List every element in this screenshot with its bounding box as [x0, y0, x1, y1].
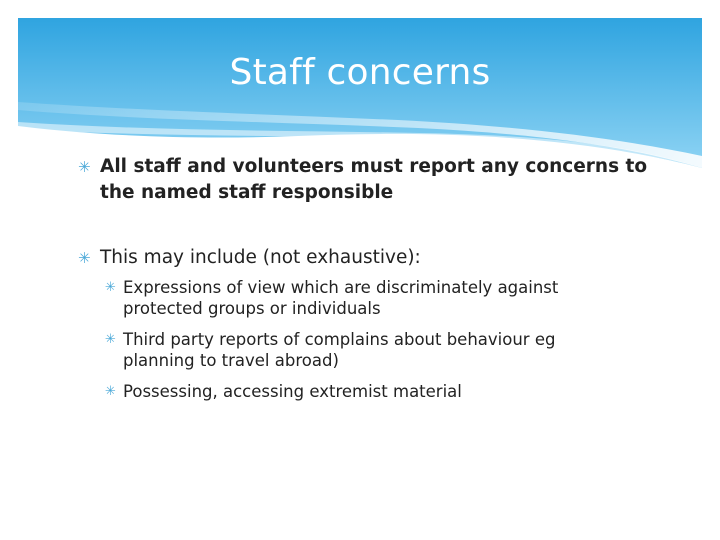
- asterisk-icon: ✳: [105, 280, 116, 295]
- bullet-text: All staff and volunteers must report any concerns to the named staff responsible: [100, 156, 648, 203]
- sub-bullet-text: Possessing, accessing extremist material: [123, 382, 462, 401]
- bullet-item: [78, 245, 658, 271]
- sub-bullet-item: [105, 277, 625, 319]
- sub-bullet-item: [105, 329, 625, 371]
- asterisk-icon: ✳: [105, 384, 116, 399]
- slide-title: Staff concerns: [229, 52, 491, 93]
- sub-bullet-text: Third party reports of complains about behaviour eg planning to travel abroad): [123, 330, 556, 370]
- asterisk-icon: ✳: [78, 158, 91, 176]
- sub-bullet-text: Expressions of view which are discriminately against protected groups or individuals: [123, 278, 559, 318]
- bullet-item: [78, 154, 658, 206]
- asterisk-icon: ✳: [105, 332, 116, 347]
- sub-bullet-item: [105, 381, 625, 402]
- bullet-text: This may include (not exhaustive):: [100, 247, 421, 268]
- asterisk-icon: ✳: [78, 249, 91, 267]
